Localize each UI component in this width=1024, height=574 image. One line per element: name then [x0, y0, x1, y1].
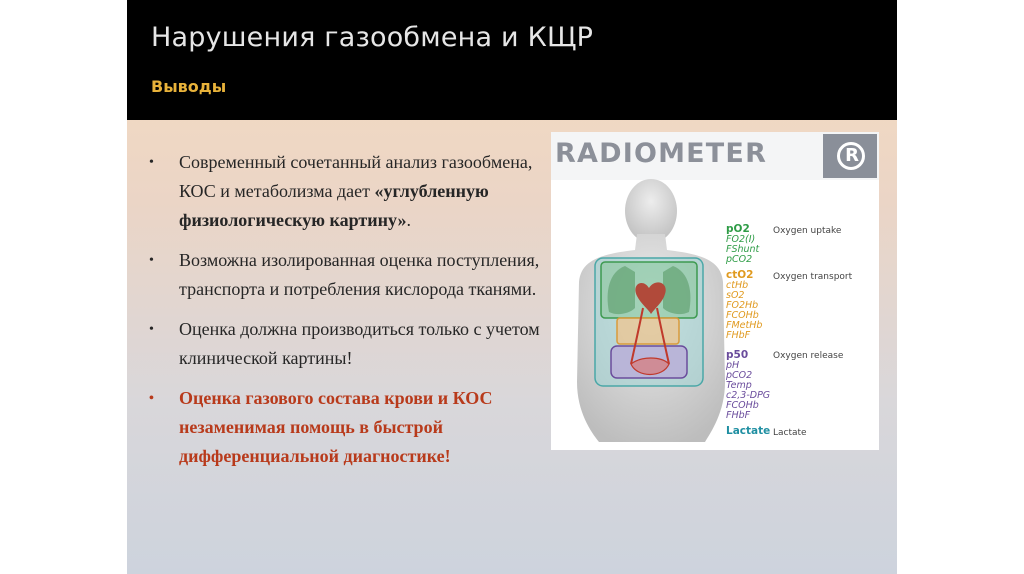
bullet-icon: • [149, 391, 154, 406]
param-p50: p50 [726, 349, 749, 361]
bullet-icon: • [149, 253, 154, 268]
param-fhbf: FHbF [726, 410, 751, 421]
bullet-item [149, 315, 559, 373]
param-po2: pO2 [726, 223, 750, 235]
slide-title: Нарушения газообмена и КЩР [151, 22, 594, 53]
param-so2: sO2 [726, 290, 745, 301]
param-group-label: Lactate [773, 428, 807, 438]
param-fo2hb: FO2Hb [726, 300, 759, 311]
bullet-text-end: . [406, 210, 411, 230]
param-pco2: pCO2 [726, 370, 753, 381]
bullet-text: Оценка должна производиться только с учетом клинической картины! [179, 319, 540, 368]
param-group-label: Oxygen release [773, 351, 844, 361]
radiometer-figure [551, 132, 879, 450]
param-fshunt: FShunt [726, 244, 760, 255]
bullet-item-highlight [149, 384, 559, 471]
logo-letter: R [845, 145, 859, 166]
head-shape [625, 179, 677, 243]
slide-header [127, 0, 897, 120]
bullet-text: Возможна изолированная оценка поступления, транспорта и потребления кислорода тканями. [179, 250, 540, 299]
param-cthb: ctHb [726, 280, 749, 291]
param-group-label: Oxygen uptake [773, 226, 842, 236]
bullet-emphasis: «углубленную физиологическую картину» [179, 181, 489, 230]
param-group-label: Oxygen transport [773, 272, 853, 282]
param-fhbf: FHbF [726, 330, 751, 341]
param-ph: pH [726, 360, 740, 371]
bullet-list [149, 148, 559, 482]
bullet-text: Современный сочетанный анализ газообмена, КОС и метаболизма дает [179, 152, 533, 201]
brand-wordmark: RADIOMETER [555, 138, 768, 169]
slide [127, 0, 897, 574]
param-fo2-i-: FO2(I) [726, 234, 756, 245]
body-illustration [551, 132, 879, 450]
param-fcohb: FCOHb [726, 310, 759, 321]
bullet-icon: • [149, 155, 154, 170]
param-temp: Temp [726, 380, 752, 391]
param-cto2: ctO2 [726, 269, 754, 281]
param-fcohb: FCOHb [726, 400, 759, 411]
bullet-item [149, 246, 559, 304]
bullet-icon: • [149, 322, 154, 337]
param-pco2: pCO2 [726, 254, 753, 265]
bullet-text: Оценка газового состава крови и КОС незаменимая помощь в быстрой дифференциальной диагностике! [179, 388, 493, 466]
transport-region-icon [617, 318, 679, 344]
param-fmethb: FMetHb [726, 320, 763, 331]
param-c2-3-dpg: c2,3-DPG [726, 390, 771, 401]
bullet-item [149, 148, 559, 235]
slide-subtitle: Выводы [151, 77, 227, 96]
param-lactate: Lactate [726, 425, 771, 437]
